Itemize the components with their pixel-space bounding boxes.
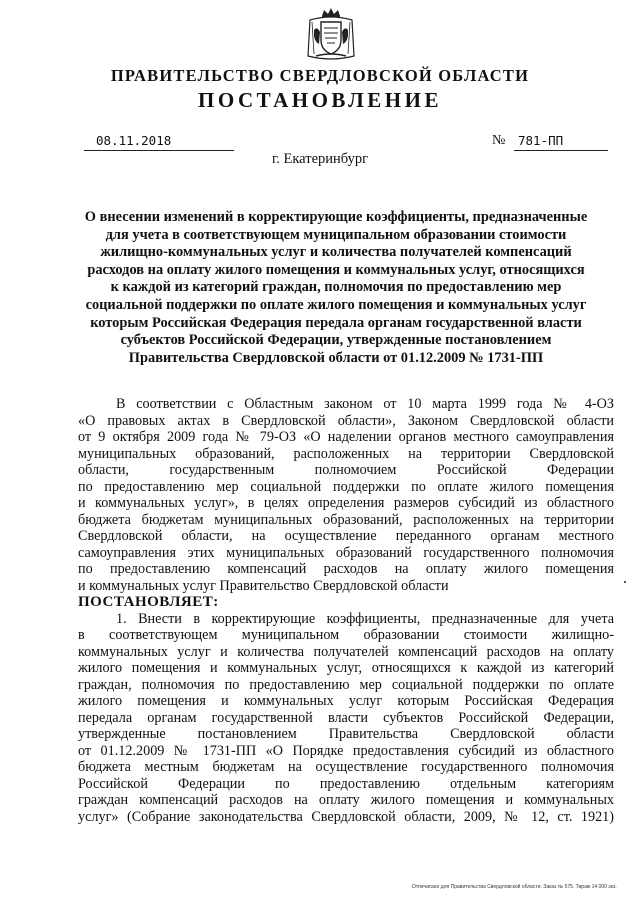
item-line: граждан компенсаций расходов на оплату жилого помещения и коммунальных xyxy=(78,792,614,808)
subject-line: О внесении изменений в корректирующие коэффициенты, предназначенные xyxy=(84,209,588,225)
subject-line: для учета в соответствующем муниципальном образовании стоимости xyxy=(105,226,567,243)
subject-line: жилищно-коммунальных услуг и количества получателей компенсаций xyxy=(100,244,572,261)
preamble-line: «О правовых актах в Свердловской области», Законом Свердловской области xyxy=(78,412,614,429)
preamble-line: и коммунальных услуг», в целях определения размеров субсидий из областного xyxy=(78,495,614,511)
preamble-line: по предоставлению компенсаций расходов на оплату жилого помещения xyxy=(78,561,614,577)
document-subject xyxy=(70,209,602,367)
number-sign: № xyxy=(492,133,506,148)
preamble-line: и коммунальных услуг Правительство Свердловской области xyxy=(78,577,449,594)
subject-line: которым Российская Федерация передала органам государственной власти xyxy=(90,314,582,331)
item-line: в соответствующем муниципальном образовании стоимости жилищно- xyxy=(78,627,614,643)
preamble-line: муниципальных образований, расположенных на территории Свердловской xyxy=(78,445,614,462)
subject-line: расходов на оплату жилого помещения и коммунальных услуг, относящихся xyxy=(87,261,585,278)
preamble-line: по предоставлению мер социальной поддержки по оплате жилого помещения xyxy=(78,478,614,495)
preamble-line: В соответствии с Областным законом от 10 марта 1999 года № 4-ОЗ xyxy=(116,396,614,412)
document-body xyxy=(78,396,614,825)
preamble-line: Свердловской области, на осуществление переданного органам местного xyxy=(78,528,614,544)
margin-mark xyxy=(624,581,626,583)
item-line: передала органам государственной власти субъектов Российской Федерации, xyxy=(78,709,614,726)
item-line: бюджета местным бюджетам на осуществление государственного полномочия xyxy=(78,759,614,775)
item-line: 1. Внести в корректирующие коэффициенты, предназначенные для учета xyxy=(116,610,614,627)
subject-line: субъектов Российской Федерации, утвержденные постановлением xyxy=(120,332,552,349)
item-line: граждан, полномочия по предоставлению мер социальной поддержки по оплате xyxy=(78,676,614,693)
item-line: Российской Федерации по предоставлению отдельным категориям xyxy=(78,775,614,792)
item-line: услуг» (Собрание законодательства Свердловской области, 2009, № 12, ст. 1921) xyxy=(78,808,614,825)
government-title: ПРАВИТЕЛЬСТВО СВЕРДЛОВСКОЙ ОБЛАСТИ xyxy=(110,66,530,85)
resolve-heading: ПОСТАНОВЛЯЕТ: xyxy=(78,594,219,610)
item-line: коммунальных услуг и количества получателей компенсаций расходов на оплату xyxy=(78,643,614,660)
item-line: жилого помещения и коммунальных услуг которым Российская Федерация xyxy=(78,693,614,709)
item-line: утвержденные постановлением Правительства Свердловской области xyxy=(78,726,614,742)
subject-line: социальной поддержки по оплате жилого помещения и коммунальных услуг xyxy=(85,296,587,313)
item-line: от 01.12.2009 № 1731-ПП «О Порядке предоставления субсидий из областного xyxy=(78,742,614,759)
preamble-line: от 9 октября 2009 года № 79-ОЗ «О наделении органов местного самоуправления xyxy=(78,429,614,445)
document-number: 781-ПП xyxy=(514,133,608,151)
city-label: г. Екатеринбург xyxy=(271,151,369,167)
print-note: Отпечатано для Правительства Свердловской области. Заказ № 575. Тираж 14 000 экз. xyxy=(412,884,617,890)
document-date: 08.11.2018 xyxy=(84,133,234,151)
subject-line: Правительства Свердловской области от 01.12.2009 № 1731-ПП xyxy=(128,349,544,366)
document-type: ПОСТАНОВЛЕНИЕ xyxy=(198,88,442,112)
preamble-line: самоуправления этих муниципальных образований государственного полномочия xyxy=(78,544,614,561)
subject-line: к каждой из категорий граждан, полномочия по предоставлению мер xyxy=(110,279,562,296)
coat-of-arms-icon xyxy=(302,6,360,64)
preamble-line: области, государственным полномочием Российской Федерации xyxy=(78,462,614,478)
preamble-line: бюджета бюджетам муниципальных образований, расположенных на территории xyxy=(78,511,614,528)
item-line: жилого помещения и коммунальных услуг, относящихся к каждой из категорий xyxy=(78,660,614,676)
